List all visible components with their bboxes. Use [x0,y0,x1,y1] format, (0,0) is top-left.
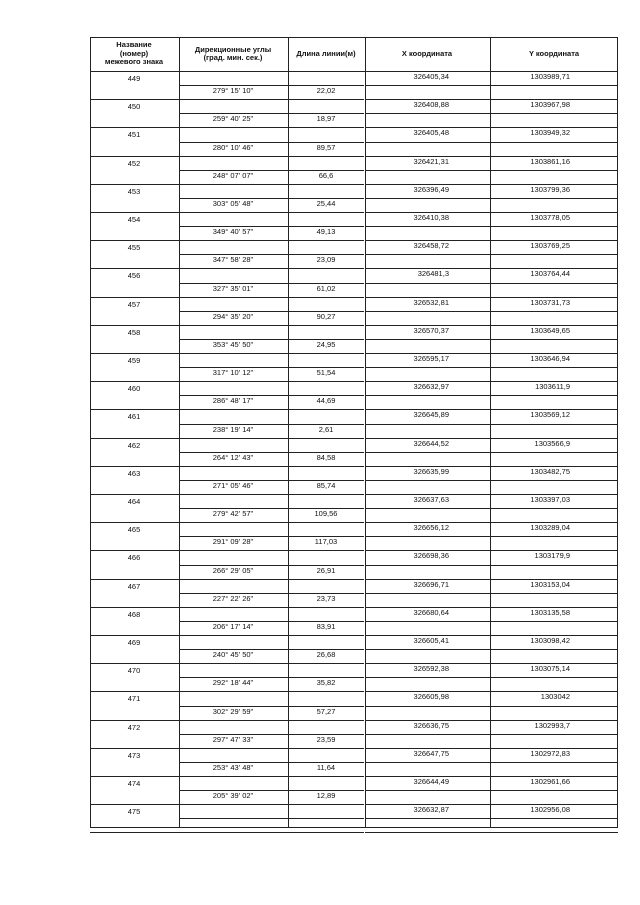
table-row-border [365,480,618,481]
directional-angle: 206° 17' 14" [212,622,254,631]
table-row-border [90,827,618,828]
table-row-border [179,494,364,495]
table-row-border [179,297,364,298]
directional-angle: 279° 42' 57" [212,509,254,518]
directional-angle: 264° 12' 43" [212,453,254,462]
y-coordinate: 1303289,04 [530,523,570,532]
boundary-mark-name: 459 [127,356,141,365]
table-row-border [179,635,364,636]
x-coordinate: 326644,52 [413,439,449,448]
boundary-mark-name: 458 [127,328,141,337]
table-row-border [365,508,618,509]
x-coordinate: 326570,37 [413,326,449,335]
x-coordinate: 326532,81 [413,298,449,307]
table-row-border [365,452,618,453]
y-coordinate: 1303861,16 [530,157,570,166]
y-coordinate: 1303949,32 [530,128,570,137]
boundary-mark-name: 450 [127,102,141,111]
table-row-border [90,127,179,128]
x-coordinate: 326647,75 [413,749,449,758]
y-coordinate: 1303179,9 [534,551,570,560]
x-coordinate: 326656,12 [413,523,449,532]
boundary-mark-name: 457 [127,300,141,309]
directional-angle: 248° 07' 07" [212,171,254,180]
y-coordinate: 1303098,42 [530,636,570,645]
boundary-mark-name: 454 [127,215,141,224]
boundary-mark-name: 466 [127,553,141,562]
table-row-border [365,565,618,566]
y-coordinate: 1303397,03 [530,495,570,504]
header-angle: Дирекционные углы (град. мин. сек.) [194,44,272,62]
table-row-border [90,607,179,608]
line-length: 61,02 [316,284,336,293]
table-row-border [365,762,618,763]
line-length: 11,64 [316,763,336,772]
header-length: Длина линии(м) [296,48,356,58]
y-coordinate: 1302972,83 [530,749,570,758]
line-length: 35,82 [316,678,336,687]
x-coordinate: 326605,41 [413,636,449,645]
y-coordinate: 1303967,98 [530,100,570,109]
x-coordinate: 326696,71 [413,580,449,589]
x-coordinate: 326405,34 [413,72,449,81]
table-row-border [179,240,364,241]
table-row-border [90,550,179,551]
line-length: 26,68 [316,650,336,659]
x-coordinate: 326481,3 [417,269,449,278]
y-coordinate: 1303611,9 [535,382,570,391]
table-row-border [179,579,364,580]
table-row-border [365,311,618,312]
table-row-border [365,283,618,284]
line-length: 66,6 [318,171,334,180]
table-row-border [179,212,364,213]
directional-angle: 327° 35' 01" [212,284,254,293]
boundary-mark-name: 456 [127,271,141,280]
line-length: 49,13 [316,227,336,236]
boundary-mark-name: 449 [127,74,141,83]
x-coordinate: 326698,36 [413,551,449,560]
y-coordinate: 1302993,7 [534,721,570,730]
line-length: 85,74 [316,481,336,490]
table-row-border [365,536,618,537]
directional-angle: 353° 45' 50" [212,340,254,349]
x-coordinate: 326592,38 [413,664,449,673]
y-coordinate: 1303989,71 [530,72,570,81]
y-coordinate: 1302956,08 [530,805,570,814]
table-row-border [179,127,364,128]
table-row-border [365,226,618,227]
table-row-border [90,409,179,410]
x-coordinate: 326408,88 [413,100,449,109]
y-coordinate: 1303649,65 [530,326,570,335]
boundary-mark-name: 452 [127,159,141,168]
line-length: 84,58 [316,453,336,462]
line-length: 26,91 [316,566,336,575]
line-length: 23,59 [316,735,336,744]
directional-angle: 271° 05' 46" [212,481,254,490]
table-row-border [365,649,618,650]
x-coordinate: 326632,97 [413,382,449,391]
table-row-border [179,438,364,439]
table-row-border [179,776,364,777]
boundary-mark-name: 451 [127,130,141,139]
boundary-mark-name: 462 [127,441,141,450]
x-coordinate: 326632,87 [413,805,449,814]
directional-angle: 286° 48' 17" [212,396,254,405]
boundary-mark-name: 474 [127,779,141,788]
line-length: 44,69 [316,396,336,405]
x-coordinate: 326644,49 [413,777,449,786]
table-row-border [90,832,179,833]
x-coordinate: 326645,89 [413,410,449,419]
table-row-border [365,621,618,622]
boundary-mark-name: 467 [127,582,141,591]
table-row-border [179,99,364,100]
table-row-border [179,466,364,467]
y-coordinate: 1303769,25 [530,241,570,250]
x-coordinate: 326637,63 [413,495,449,504]
line-length: 51,54 [316,368,336,377]
x-coordinate: 326396,49 [413,185,449,194]
table-row-border [90,466,179,467]
boundary-mark-name: 468 [127,610,141,619]
y-coordinate: 1303482,75 [530,467,570,476]
line-length: 23,09 [316,255,336,264]
directional-angle: 253° 43' 48" [212,763,254,772]
line-length: 22,02 [316,86,336,95]
table-row-border [90,776,179,777]
table-row-border [179,325,364,326]
boundary-mark-name: 475 [127,807,141,816]
x-coordinate: 326421,31 [413,157,449,166]
table-row-border [179,832,364,833]
table-row-border [365,113,618,114]
x-coordinate: 326680,64 [413,608,449,617]
line-length: 83,91 [316,622,336,631]
table-row-border [365,85,618,86]
table-row-border [179,818,364,819]
table-row-border [365,818,618,819]
table-row-border [179,353,364,354]
boundary-mark-name: 471 [127,694,141,703]
table-row-border [179,691,364,692]
table-row-border [90,297,179,298]
table-row-border [90,579,179,580]
table-row-border [365,832,618,833]
x-coordinate: 326635,99 [413,467,449,476]
table-row-border [365,198,618,199]
table-row-border [90,804,179,805]
boundary-mark-name: 461 [127,412,141,421]
x-coordinate: 326595,17 [413,354,449,363]
line-length: 89,57 [316,143,336,152]
line-length: 57,27 [316,707,336,716]
directional-angle: 292° 18' 44" [212,678,254,687]
directional-angle: 302° 29' 59" [212,707,254,716]
line-length: 24,95 [316,340,336,349]
table-row-border [365,142,618,143]
table-row-border [179,748,364,749]
table-row-border [90,720,179,721]
table-row-border [365,706,618,707]
table-row-border [90,212,179,213]
y-coordinate: 1303042 [540,692,570,701]
boundary-mark-name: 472 [127,723,141,732]
table-row-border [365,593,618,594]
boundary-mark-name: 473 [127,751,141,760]
boundary-mark-name: 460 [127,384,141,393]
boundary-mark-name: 470 [127,666,141,675]
directional-angle: 238° 19' 14" [212,425,254,434]
table-row-border [90,156,179,157]
table-row-border [90,325,179,326]
boundary-mark-name: 463 [127,469,141,478]
line-length: 12,89 [316,791,336,800]
directional-angle: 259° 40' 25" [212,114,254,123]
table-row-border [90,99,179,100]
boundary-mark-name: 469 [127,638,141,647]
table-row-border [90,494,179,495]
table-row-border [179,720,364,721]
table-row-border [90,438,179,439]
table-row-border [90,240,179,241]
table-row-border [90,748,179,749]
directional-angle: 317° 10' 12" [212,368,254,377]
table-row-border [179,607,364,608]
line-length: 23,73 [316,594,336,603]
table-row-border [365,677,618,678]
table-row-border [179,409,364,410]
table-row-border [179,184,364,185]
y-coordinate: 1303731,73 [530,298,570,307]
x-coordinate: 326605,98 [413,692,449,701]
y-coordinate: 1303569,12 [530,410,570,419]
line-length: 117,03 [314,537,338,546]
table-row-border [90,635,179,636]
directional-angle: 266° 29' 05" [212,566,254,575]
table-row-border [365,790,618,791]
y-coordinate: 1303135,58 [530,608,570,617]
x-coordinate: 326405,48 [413,128,449,137]
y-coordinate: 1303566,9 [534,439,570,448]
boundary-coordinates-table [90,37,618,828]
table-row-border [179,156,364,157]
table-row-border [90,184,179,185]
table-row-border [179,804,364,805]
x-coordinate: 326636,75 [413,721,449,730]
directional-angle: 294° 35' 20" [212,312,254,321]
y-coordinate: 1303075,14 [530,664,570,673]
header-x: X координата [401,48,453,58]
table-row-border [179,381,364,382]
boundary-mark-name: 464 [127,497,141,506]
x-coordinate: 326458,72 [413,241,449,250]
table-row-border [365,395,618,396]
directional-angle: 297° 47' 33" [212,735,254,744]
directional-angle: 240° 45' 50" [212,650,254,659]
directional-angle: 227° 22' 26" [212,594,254,603]
line-length: 25,44 [316,199,336,208]
x-coordinate: 326410,38 [413,213,449,222]
table-row-border [365,254,618,255]
table-row-border [365,367,618,368]
table-row-border [90,691,179,692]
line-length: 90,27 [316,312,336,321]
y-coordinate: 1303153,04 [530,580,570,589]
directional-angle: 291° 09' 28" [212,537,254,546]
boundary-mark-name: 453 [127,187,141,196]
directional-angle: 279° 15' 10" [212,86,254,95]
y-coordinate: 1303764,44 [530,269,570,278]
table-row-border [365,170,618,171]
y-coordinate: 1302961,66 [530,777,570,786]
header-name: Название (номер) межевого знака [104,40,164,67]
table-row-border [90,268,179,269]
table-row-border [179,268,364,269]
table-row-border [90,381,179,382]
directional-angle: 349° 40' 57" [212,227,254,236]
directional-angle: 303° 05' 48" [212,199,254,208]
directional-angle: 205° 39' 02" [212,791,254,800]
boundary-mark-name: 465 [127,525,141,534]
table-row-border [90,353,179,354]
directional-angle: 347° 58' 28" [212,255,254,264]
table-row-border [179,550,364,551]
y-coordinate: 1303646,94 [530,354,570,363]
y-coordinate: 1303778,05 [530,213,570,222]
line-length: 18,97 [316,114,336,123]
table-row-border [365,339,618,340]
line-length: 2,61 [318,425,334,434]
y-coordinate: 1303799,36 [530,185,570,194]
boundary-mark-name: 455 [127,243,141,252]
line-length: 109,56 [314,509,338,518]
table-row-border [365,424,618,425]
directional-angle: 280° 10' 46" [212,143,254,152]
table-row-border [179,522,364,523]
table-row-border [90,522,179,523]
table-row-border [90,37,618,38]
table-row-border [365,734,618,735]
table-row-border [179,663,364,664]
header-y: Y координата [528,48,580,58]
table-row-border [90,663,179,664]
